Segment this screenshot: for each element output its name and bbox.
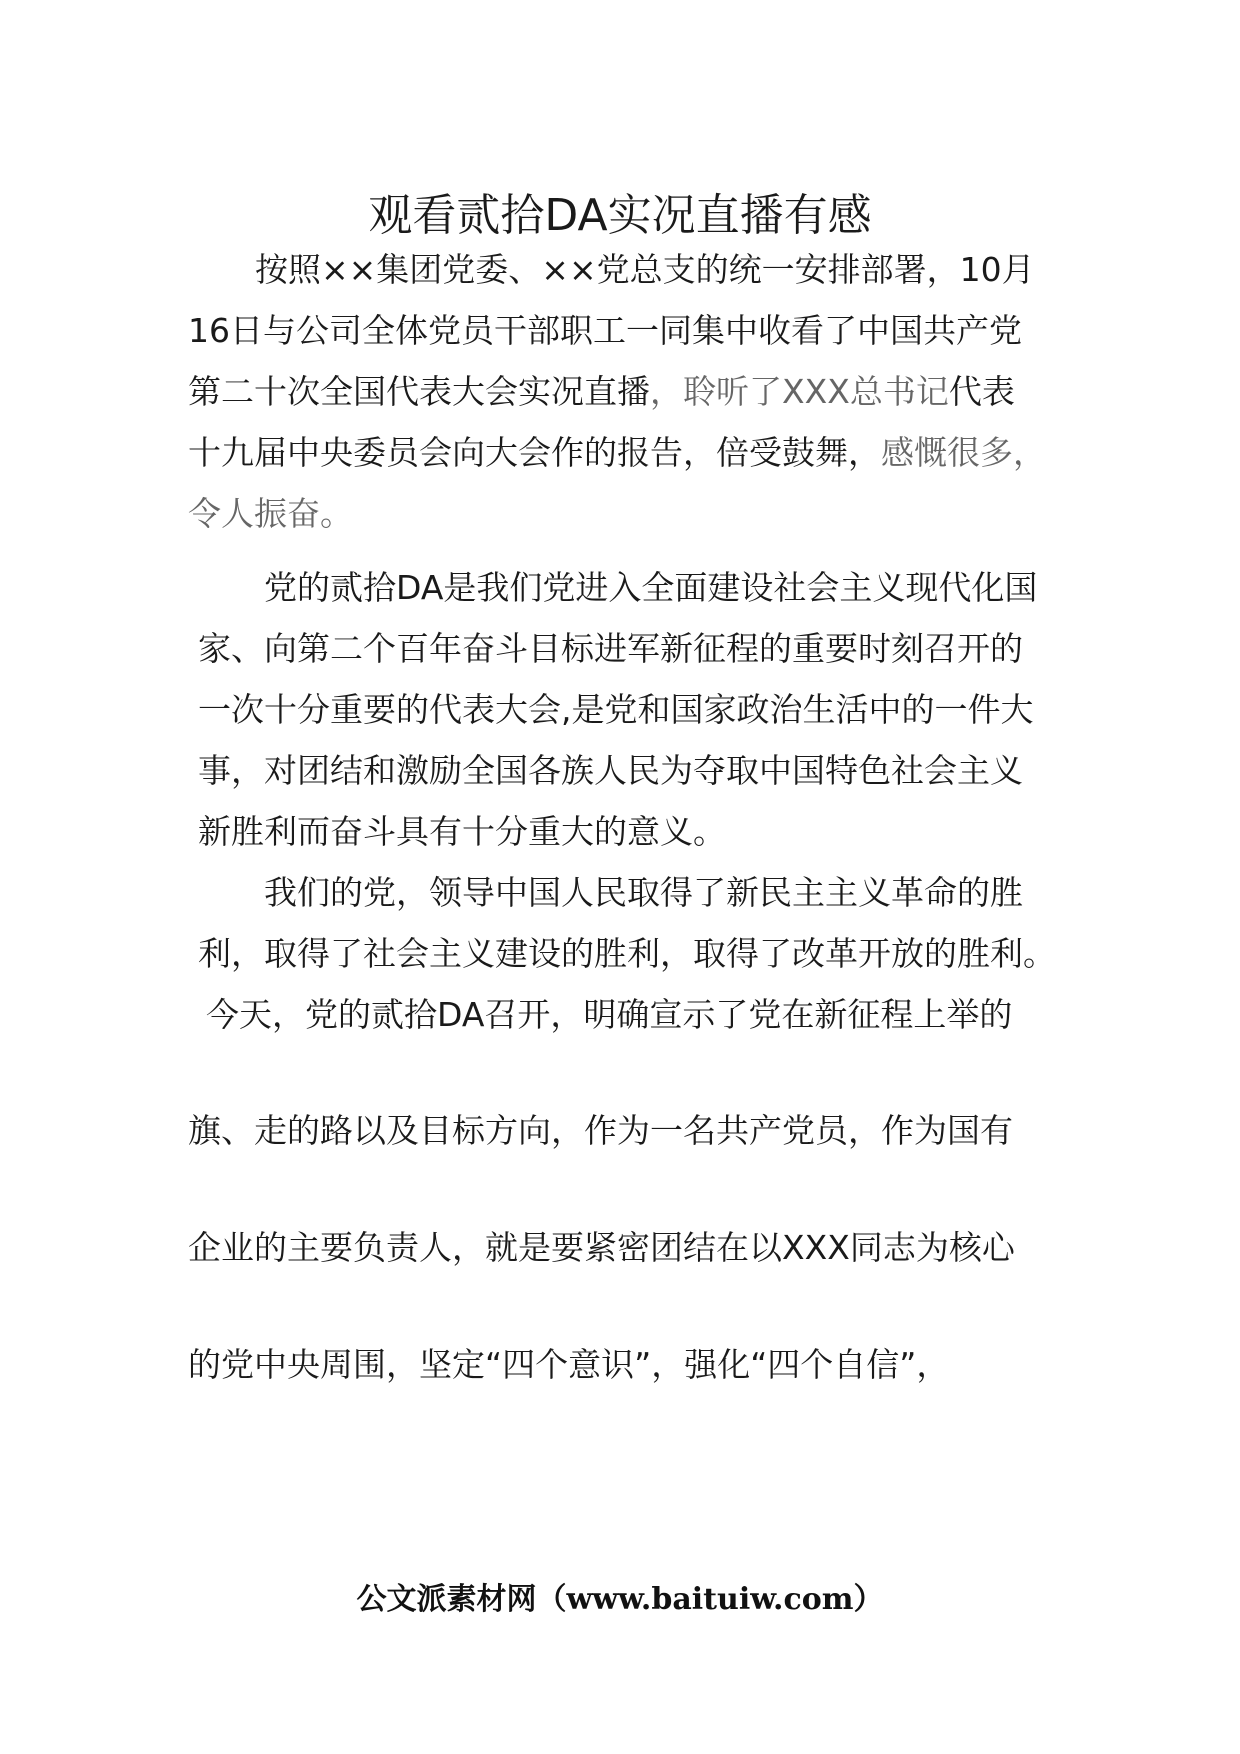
paragraph-1-line-1: 按照××集团党委、××党总支的统一安排部署，10月 bbox=[255, 250, 1035, 289]
paragraph-1-line-3-end-text: 代表 bbox=[948, 372, 1015, 411]
paragraph-2-line-3: 一次十分重要的代表大会,是党和国家政治生活中的一件大 bbox=[198, 690, 1034, 729]
paragraph-2-line-2: 家、向第二个百年奋斗目标进军新征程的重要时刻召开的 bbox=[198, 629, 1023, 668]
paragraph-3-line-6: 的党中央周围，坚定“四个意识”，强化“四个自信”， bbox=[188, 1345, 950, 1384]
paragraph-3-line-1: 我们的党，领导中国人民取得了新民主主义革命的胜 bbox=[264, 873, 1023, 912]
paragraph-1-line-4 bbox=[188, 431, 1046, 475]
document-title: 观看贰拾DA实况直播有感 bbox=[368, 190, 872, 241]
paragraph-3-line-3: 今天，党的贰拾DA召开，明确宣示了党在新征程上举的 bbox=[206, 995, 1013, 1034]
paragraph-1-line-5: 令人振奋。 bbox=[188, 494, 353, 533]
paragraph-2-line-5: 新胜利而奋斗具有十分重大的意义。 bbox=[198, 812, 726, 851]
paragraph-3-line-5: 企业的主要负责人，就是要紧密团结在以XXX同志为核心 bbox=[188, 1228, 1015, 1267]
paragraph-1-line-4-text: 十九届中央委员会向大会作的报告，倍受鼓舞， bbox=[188, 433, 881, 472]
paragraph-1-line-2: 16日与公司全体党员干部职工一同集中收看了中国共产党 bbox=[188, 311, 1022, 350]
paragraph-3-line-4: 旗、走的路以及目标方向，作为一名共产党员，作为国有 bbox=[188, 1111, 1013, 1150]
paragraph-1-line-3-grey-text: ，聆听了XXX总书记 bbox=[650, 372, 949, 411]
paragraph-1-line-3-text: 第二十次全国代表大会实况直播 bbox=[188, 372, 650, 411]
paragraph-2-line-1: 党的贰拾DA是我们党进入全面建设社会主义现代化国 bbox=[264, 568, 1038, 607]
footer-watermark: 公文派素材网（www.baituiw.com） bbox=[356, 1582, 884, 1617]
paragraph-1-line-4-grey-text: 感慨很多， bbox=[881, 433, 1046, 472]
paragraph-2-line-4: 事，对团结和激励全国各族人民为夺取中国特色社会主义 bbox=[198, 751, 1023, 790]
paragraph-1-line-3 bbox=[188, 370, 1015, 414]
paragraph-3-line-2: 利，取得了社会主义建设的胜利，取得了改革开放的胜利。 bbox=[198, 934, 1056, 973]
